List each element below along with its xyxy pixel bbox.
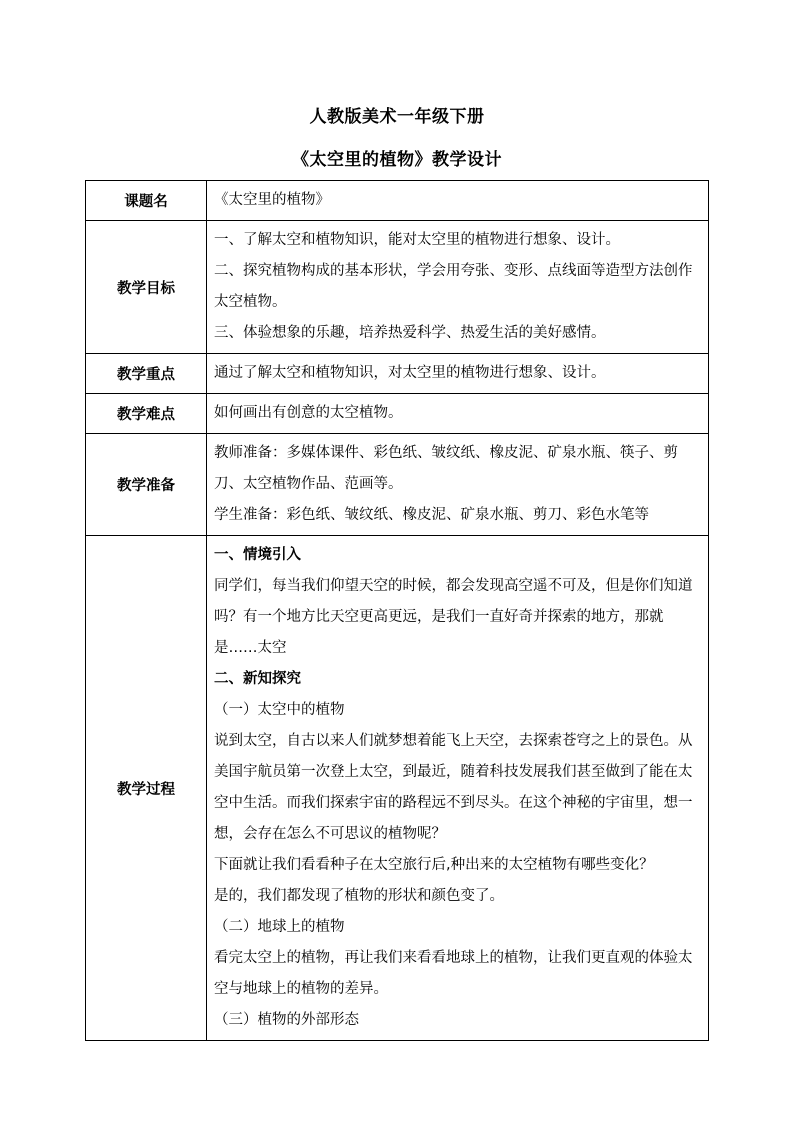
document-title: 人教版美术一年级下册 [309,107,485,127]
section-heading: 一、情境引入 [214,547,301,563]
process-paragraph: 是的，我们都发现了植物的形状和颜色变了。 [214,888,504,904]
value-goals [207,221,709,354]
process-paragraph: 说到太空，自古以来人们就梦想着能飞上天空，去探索苍穹之上的景色。从美国宇航员第一次登上太空，到最近，随着科技发展我们甚至做到了能在太空中生活。而我们探索宇宙的路程远不到尽头。在这个神秘的宇宙里，想一想，会存在怎么不可思议的植物呢？ [214,733,693,842]
label-process: 教学过程 [86,536,207,1041]
subsection-heading: （一）太空中的植物 [214,702,345,718]
value-process [207,536,709,1041]
subsection-heading: （三）植物的外部形态 [214,1012,359,1028]
label-key-point: 教学重点 [86,354,207,394]
row-goals [86,221,709,354]
process-paragraph: 看完太空上的植物，再让我们来看看地球上的植物，让我们更直观的体验太空与地球上的植物的差异。 [214,950,693,997]
label-difficulty: 教学难点 [86,394,207,434]
goal-line: 二、探究植物构成的基本形状，学会用夸张、变形、点线面等造型方法创作太空植物。 [214,263,693,310]
row-key-point [86,354,709,394]
row-difficulty [86,394,709,434]
value-key-point: 通过了解太空和植物知识，对太空里的植物进行想象、设计。 [207,354,709,394]
section-heading: 二、新知探究 [214,671,301,687]
lesson-plan-table [85,180,709,1041]
row-process [86,536,709,1041]
subsection-heading: （二）地球上的植物 [214,919,345,935]
value-difficulty: 如何画出有创意的太空植物。 [207,394,709,434]
label-preparation: 教学准备 [86,434,207,536]
row-topic [86,181,709,221]
process-paragraph: 下面就让我们看看种子在太空旅行后,种出来的太空植物有哪些变化？ [214,857,654,873]
goal-line: 一、了解太空和植物知识，能对太空里的植物进行想象、设计。 [214,232,620,248]
preparation-line: 学生准备：彩色纸、皱纹纸、橡皮泥、矿泉水瓶、剪刀、彩色水笔等 [214,507,649,523]
label-topic: 课题名 [86,181,207,221]
value-topic: 《太空里的植物》 [207,181,709,221]
preparation-line: 教师准备：多媒体课件、彩色纸、皱纹纸、橡皮泥、矿泉水瓶、筷子、剪刀、太空植物作品、范画等。 [214,445,678,492]
value-preparation [207,434,709,536]
document-subtitle: 《太空里的植物》教学设计 [292,150,502,170]
goal-line: 三、体验想象的乐趣，培养热爱科学、热爱生活的美好感情。 [214,325,606,341]
row-preparation [86,434,709,536]
process-paragraph: 同学们，每当我们仰望天空的时候，都会发现高空遥不可及，但是你们知道吗？有一个地方比天空更高更远，是我们一直好奇并探索的地方，那就是……太空 [214,578,693,656]
label-goals: 教学目标 [86,221,207,354]
